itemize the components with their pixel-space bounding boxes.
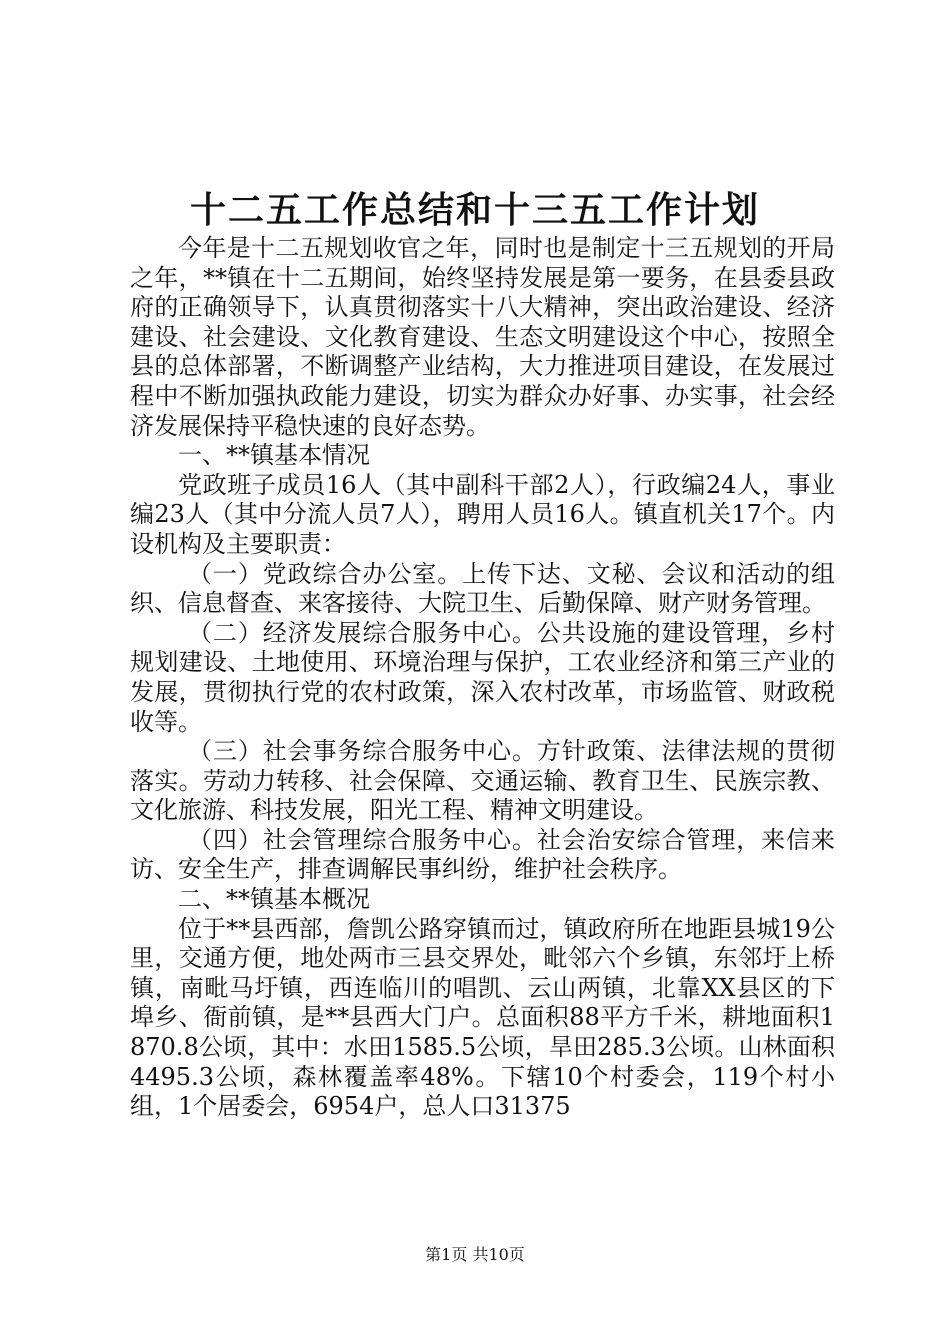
paragraph-overview: 位于**县西部，詹凯公路穿镇而过，镇政府所在地距县城19公里，交通方便，地处两市三县交界处，毗邻六个乡镇，东邻圩上桥镇，南毗马圩镇，西连临川的唱凯、云山两镇，北靠XX县区的下埠乡、衙前镇，是**县西大门户。总面积88平方千米，耕地面积1870.8公顷，其中：水田1585.5公顷，旱田285.3公顷。山林面积4495.3公顷，森林覆盖率48%。下辖10个村委会，119个村小组，1个居委会，6954户，总人口31375: [130, 914, 835, 1121]
page-number-footer: 第1页 共10页: [425, 1245, 525, 1264]
paragraph-intro: 今年是十二五规划收官之年，同时也是制定十三五规划的开局之年，**镇在十二五期间，始终坚持发展是第一要务，在县委县政府的正确领导下，认真贯彻落实十八大精神，突出政治建设、经济建设、社会建设、文化教育建设、生态文明建设这个中心，按照全县的总体部署，不断调整产业结构，大力推进项目建设，在发展过程中不断加强执政能力建设，切实为群众办好事、办实事，社会经济发展保持平稳快速的良好态势。: [130, 234, 835, 440]
document-body: [130, 234, 835, 1122]
document-title: 十二五工作总结和十三五工作计划: [189, 189, 760, 231]
section-heading-1: 一、**镇基本情况: [178, 441, 370, 470]
paragraph-staffing: 党政班子成员16人（其中副科干部2人），行政编24人，事业编23人（其中分流人员7人），聘用人员16人。镇直机关17个。内设机构及主要职责：: [130, 470, 835, 558]
paragraph-economic-center: （二）经济发展综合服务中心。公共设施的建设管理，乡村规划建设、土地使用、环境治理与保护，工农业经济和第三产业的发展，贯彻执行党的农村政策，深入农村改革，市场监管、财政税收等。: [130, 618, 835, 736]
section-heading-2: 二、**镇基本概况: [178, 885, 370, 914]
paragraph-social-affairs-center: （三）社会事务综合服务中心。方针政策、法律法规的贯彻落实。劳动力转移、社会保障、交通运输、教育卫生、民族宗教、文化旅游、科技发展，阳光工程、精神文明建设。: [130, 737, 835, 825]
paragraph-social-management-center: （四）社会管理综合服务中心。社会治安综合管理，来信来访、安全生产，排查调解民事纠纷，维护社会秩序。: [130, 825, 835, 884]
paragraph-office: （一）党政综合办公室。上传下达、文秘、会议和活动的组织、信息督查、来客接待、大院卫生、后勤保障、财产财务管理。: [130, 559, 835, 618]
